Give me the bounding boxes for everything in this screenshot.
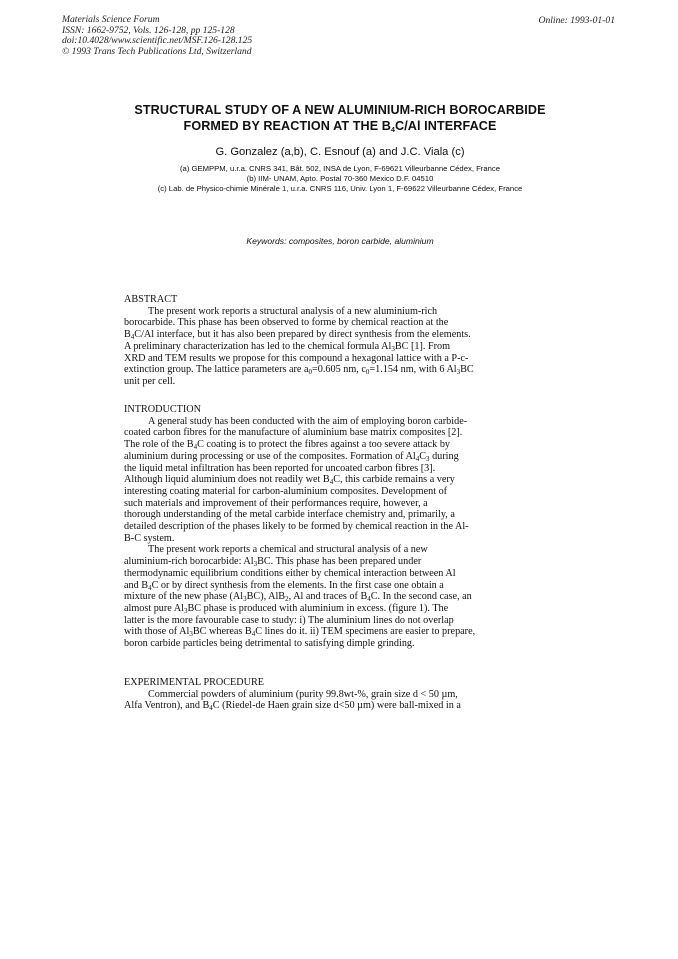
introduction-section [124, 404, 542, 650]
online-date: Online: 1993-01-01 [538, 15, 615, 26]
intro-line: The present work reports a chemical and structural analysis of a new [148, 544, 428, 556]
affiliation-c: (c) Lab. de Physico-chimie Minérale 1, u.r.a. CNRS 116, Univ. Lyon 1, F-69622 Villeurbanne Cédex, France [157, 184, 523, 193]
abstract-line: XRD and TEM results we propose for this compound a hexagonal lattice with a P-c- [124, 352, 469, 364]
intro-line: Although liquid aluminium does not readily wet $B_4C$, this carbide remains a very [124, 474, 455, 487]
abstract-line: unit per cell. [124, 375, 176, 387]
abstract-line: $B_4C/Al$ interface, but it has also been prepared by direct synthesis from the elements. [124, 329, 471, 342]
intro-line: with those of $Al_3BC$ whereas $B_4C$ lines do it. ii) TEM specimens are easier to prepare, [124, 626, 476, 639]
abstract-line: extinction group. The lattice parameters are $a_0=0.605$ nm, $c_0=1.154$ nm, with 6 $Al_3BC$ [124, 364, 474, 377]
intro-line: such materials and improvement of their performances require, however, a [124, 497, 428, 509]
author-list: G. Gonzalez (a,b), C. Esnouf (a) and J.C. Viala (c) [215, 146, 465, 158]
intro-line: the liquid metal infiltration has been reported for uncoated carbon fibres [3]. [124, 462, 436, 474]
publication-meta [62, 15, 252, 57]
intro-line: aluminium during processing or use of the composites. Formation of $Al_4C_3$ during [124, 450, 459, 463]
abstract-section [124, 294, 542, 388]
intro-line: boron carbide particles being detrimental to satisfying dimple grinding. [124, 638, 415, 650]
intro-line: detailed description of the phases likely to be formed by chemical reaction in the Al- [124, 521, 469, 533]
intro-line: almost pure $Al_3BC$ phase is produced with aluminium in excess. (figure 1). The [124, 602, 449, 615]
abstract-heading: ABSTRACT [124, 294, 178, 305]
intro-line: mixture of the new phase $(Al_3BC)$, AlB$_2$, Al and traces of $B_4C$. In the second case, an [124, 591, 472, 604]
intro-line: interesting coating material for carbon-aluminium composites. Development of [124, 485, 448, 497]
experimental-heading: EXPERIMENTAL PROCEDURE [124, 677, 265, 688]
intro-line: thermodynamic equilibrium conditions either by chemical interaction between Al [124, 567, 456, 579]
introduction-heading: INTRODUCTION [124, 404, 201, 415]
affiliation-a: (a) GEMPPM, u.r.a. CNRS 341, Bât. 502, INSA de Lyon, F-69621 Villeurbanne Cédex, France [179, 164, 501, 173]
journal-name: Materials Science Forum [62, 14, 160, 25]
intro-line: latter is the more favourable case to study: i) The aluminium lines do not overlap [124, 614, 454, 626]
title-line-1: STRUCTURAL STUDY OF A NEW ALUMINIUM-RICH BOROCARBIDE [134, 103, 546, 117]
abstract-line: borocarbide. This phase has been observed to forme by chemical reaction at the [124, 317, 449, 329]
abstract-line: The present work reports a structural analysis of a new aluminium-rich [148, 305, 438, 317]
intro-line: aluminium-rich borocarbide: $Al_3BC$. This phase has been prepared under [124, 556, 422, 569]
experimental-line: Alfa Ventron), and $B_4C$ (Riedel-de Haen grain size d<50 µm) were ball-mixed in a [124, 700, 461, 713]
title-line-2: FORMED BY REACTION AT THE $B_4C/Al$ INTERFACE [183, 119, 497, 134]
intro-line: B-C system. [124, 532, 175, 544]
affiliation-b: (b) IIM- UNAM, Apto. Postal 70-360 Mexico D.F. 04510 [246, 174, 434, 183]
intro-line: and $B_4C$ or by direct synthesis from the elements. In the first case one obtain a [124, 579, 444, 592]
copyright-line: © 1993 Trans Tech Publications Ltd, Switzerland [62, 45, 252, 57]
abstract-line: A preliminary characterization has led to the chemical formula $Al_3BC$ [1]. From [124, 340, 451, 353]
experimental-section [124, 677, 542, 712]
intro-line: thorough understanding of the metal carbide interface chemistry and, primarily, a [124, 509, 455, 521]
paper-title [60, 102, 620, 134]
keywords: Keywords: composites, boron carbide, aluminium [246, 236, 434, 246]
experimental-line: Commercial powders of aluminium (purity 99.8wt-%, grain size d < 50 µm, [148, 688, 458, 700]
intro-line: coated carbon fibres for the manufacture of aluminium base matrix composites [2]. [124, 427, 463, 439]
intro-line: A general study has been conducted with the aim of employing boron carbide- [148, 415, 468, 427]
doi-link[interactable]: doi:10.4028/www.scientific.net/MSF.126-128.125 [62, 35, 253, 47]
issn-line: ISSN: 1662-9752, Vols. 126-128, pp 125-128 [62, 24, 235, 36]
intro-line: The role of the $B_4C$ coating is to protect the fibres against a too severe attack by [124, 439, 451, 452]
